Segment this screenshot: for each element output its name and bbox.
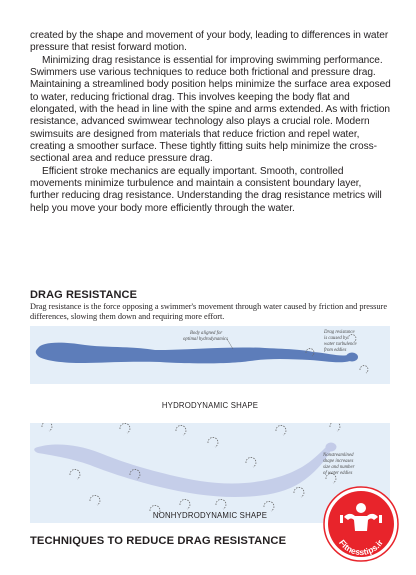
paragraph-continued: created by the shape and movement of your body, leading to differences in water pressure that resist forward motion.	[30, 30, 389, 54]
annotation-eddies-line-3: water turbulence	[324, 342, 357, 347]
annotation-nonstreamlined-line-3: size and number	[323, 465, 355, 470]
swimmer-head	[346, 353, 358, 362]
swimmer-head	[326, 443, 337, 452]
nonhydrodynamic-label: NONHYDRODYNAMIC SHAPE	[152, 511, 268, 520]
paragraph-minimizing-drag: Minimizing drag resistance is essential for improving swimming performance. Swimmers use various techniques to reduce both frictional and pressure drag. Maintaining a streamlined body position helps minimize the surface area exposed to water, reducing frictional drag. This involves keeping the body flat and elongated, with the head in line with the spine and arms extended. As with friction resistance, advanced swimwear technology also plays a crucial role. Modern swimsuits are designed from materials that reduce friction and repel water, creating a smoother surface. These tightly fitting suits help minimize the cross-sectional area and reduce pressure drag.	[30, 54, 391, 165]
section-heading: DRAG RESISTANCE	[30, 289, 138, 301]
annotation-body-line-1: Body aligned for	[190, 331, 223, 336]
hydrodynamic-label: HYDRODYNAMIC SHAPE	[161, 401, 259, 410]
annotation-nonstreamlined-line-2: shape increases	[323, 459, 354, 464]
paragraph-stroke-mechanics: Efficient stroke mechanics are equally important. Smooth, controlled movements minimize turbulence and maintain a consistent boundary layer, further reducing drag resistance. Understanding the drag resistance metrics will help you move your body more efficiently through the water.	[30, 165, 382, 214]
techniques-heading: TECHNIQUES TO REDUCE DRAG RESISTANCE	[30, 535, 287, 547]
annotation-nonstreamlined-line-4: of water eddies	[323, 471, 353, 476]
annotation-eddies-line-4: from eddies	[324, 348, 347, 353]
section-lead: Drag resistance is the force opposing a swimmer's movement through water caused by friction and pressure differences, slowing them down and requiring more effort.	[30, 302, 388, 322]
hydrodynamic-figure	[30, 326, 390, 384]
annotation-body-line-2: optimal hydrodynamics	[183, 337, 228, 342]
annotation-eddies-line-1: Drag resistance	[324, 330, 355, 335]
annotation-eddies-line-2: is caused by	[324, 336, 348, 341]
body-text	[30, 30, 392, 215]
annotation-nonstreamlined-line-1: Nonstreamlined	[323, 453, 354, 458]
watermark-text: Fitnesstips.ir	[337, 537, 385, 558]
fitness-logo-icon	[322, 485, 400, 563]
hydrodynamic-illustration	[30, 326, 390, 384]
